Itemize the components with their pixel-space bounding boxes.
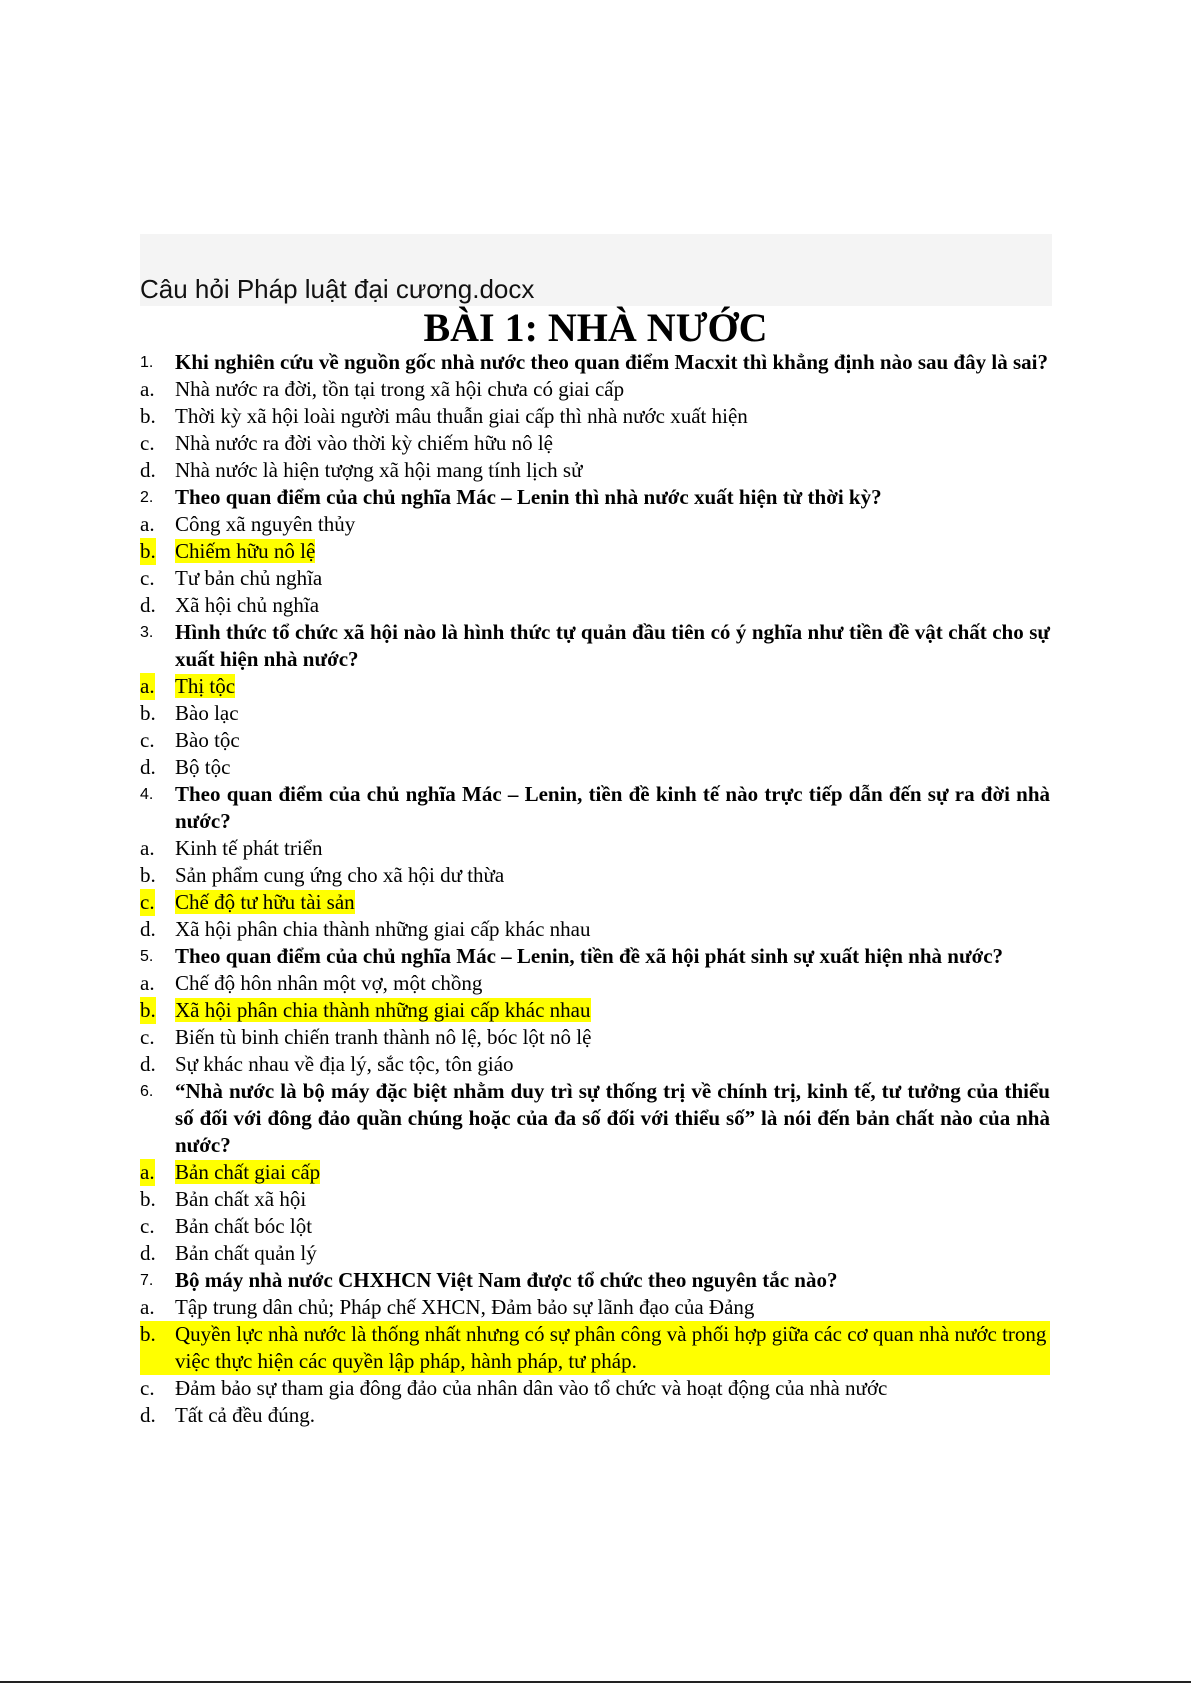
option-text: Bào lạc [175,701,239,725]
question-number: 6. [140,1083,154,1100]
question-number: 4. [140,786,154,803]
option-2d [140,592,1050,619]
option-letter: c. [140,566,155,590]
page-bottom-border [0,1681,1191,1683]
option-letter: c. [140,890,155,914]
option-letter: b. [140,539,156,563]
option-7a [140,1294,1050,1321]
option-text: Xã hội chủ nghĩa [175,593,320,617]
option-3d [140,754,1050,781]
option-letter: a. [140,674,155,698]
option-letter: d. [140,755,156,779]
option-text: Chế độ tư hữu tài sản [175,890,355,914]
question-5 [140,943,1050,970]
question-number: 2. [140,489,154,506]
option-letter: a. [140,1160,155,1184]
option-text: Tất cả đều đúng. [175,1403,315,1427]
option-1a [140,376,1050,403]
question-text: Theo quan điểm của chủ nghĩa Mác – Lenin, tiền đề xã hội phát sinh sự xuất hiện nhà nước? [175,944,1004,968]
option-letter: d. [140,1403,156,1427]
option-7d [140,1402,1050,1429]
option-5b-highlighted [140,997,1050,1024]
option-text: Bản chất quản lý [175,1241,317,1265]
option-letter: a. [140,971,155,995]
option-text: Bản chất giai cấp [175,1160,321,1184]
option-2b-highlighted [140,538,1050,565]
option-letter: c. [140,1214,155,1238]
option-1d [140,457,1050,484]
option-text: Biến tù binh chiến tranh thành nô lệ, bóc lột nô lệ [175,1025,592,1049]
option-6a-highlighted [140,1159,1050,1186]
option-4d [140,916,1050,943]
option-text: Thời kỳ xã hội loài người mâu thuẫn giai cấp thì nhà nước xuất hiện [175,404,748,428]
option-text: Kinh tế phát triển [175,836,323,860]
question-text: Bộ máy nhà nước CHXHCN Việt Nam được tổ chức theo nguyên tắc nào? [175,1268,838,1292]
option-1c [140,430,1050,457]
question-3 [140,619,1050,673]
option-text: Nhà nước ra đời vào thời kỳ chiếm hữu nô lệ [175,431,553,455]
question-text: Theo quan điểm của chủ nghĩa Mác – Lenin, tiền đề kinh tế nào trực tiếp dẫn đến sự ra đời nhà nước? [175,782,1050,833]
option-letter: a. [140,377,155,401]
option-text: Quyền lực nhà nước là thống nhất nhưng có sự phân công và phối hợp giữa các cơ quan nhà nước trong việc thực hiện các quyền lập pháp, hành pháp, tư pháp. [175,1322,1047,1373]
option-letter: b. [140,701,156,725]
option-text: Nhà nước là hiện tượng xã hội mang tính lịch sử [175,458,583,482]
option-letter: b. [140,998,156,1022]
option-text: Xã hội phân chia thành những giai cấp khác nhau [175,917,591,941]
option-text: Công xã nguyên thủy [175,512,356,536]
option-letter: d. [140,1241,156,1265]
option-5a [140,970,1050,997]
question-list [140,349,1050,1429]
option-letter: c. [140,1025,155,1049]
option-3a-highlighted [140,673,1050,700]
page-title: BÀI 1: NHÀ NƯỚC [423,305,768,350]
option-letter: d. [140,917,156,941]
option-5d [140,1051,1050,1078]
option-letter: a. [140,836,155,860]
option-6d [140,1240,1050,1267]
option-letter: c. [140,1376,155,1400]
option-4b [140,862,1050,889]
option-text: Bào tộc [175,728,240,752]
option-letter: a. [140,1295,155,1319]
question-number: 5. [140,948,154,965]
document-filename: Câu hỏi Pháp luật đại cương.docx [140,274,535,304]
option-text: Nhà nước ra đời, tồn tại trong xã hội chưa có giai cấp [175,377,625,401]
option-text: Chiếm hữu nô lệ [175,539,316,563]
question-text: “Nhà nước là bộ máy đặc biệt nhằm duy trì sự thống trị về chính trị, kinh tế, tư tưởng của thiểu số đối với đông đảo quần chúng hoặc của đa số đối với thiểu số” là nói đến bản chất nào của nhà nước? [175,1079,1050,1157]
option-letter: d. [140,593,156,617]
question-number: 3. [140,624,154,641]
option-1b [140,403,1050,430]
option-text: Thị tộc [175,674,236,698]
option-2a [140,511,1050,538]
option-5c [140,1024,1050,1051]
question-2 [140,484,1050,511]
option-letter: c. [140,431,155,455]
option-text: Sản phẩm cung ứng cho xã hội dư thừa [175,863,505,887]
option-3b [140,700,1050,727]
option-text: Đảm bảo sự tham gia đông đảo của nhân dân vào tổ chức và hoạt động của nhà nước [175,1376,888,1400]
option-letter: d. [140,1052,156,1076]
option-7c [140,1375,1050,1402]
option-text: Sự khác nhau về địa lý, sắc tộc, tôn giáo [175,1052,514,1076]
option-text: Xã hội phân chia thành những giai cấp khác nhau [175,998,591,1022]
option-7b-highlighted [140,1321,1050,1375]
question-text: Khi nghiên cứu về nguồn gốc nhà nước theo quan điểm Macxit thì khẳng định nào sau đây là sai? [175,350,1048,374]
option-text: Tư bản chủ nghĩa [175,566,323,590]
question-6 [140,1078,1050,1159]
option-text: Chế độ hôn nhân một vợ, một chồng [175,971,483,995]
question-7 [140,1267,1050,1294]
option-letter: b. [140,1322,156,1346]
option-letter: d. [140,458,156,482]
option-text: Bản chất bóc lột [175,1214,313,1238]
option-letter: b. [140,1187,156,1211]
option-letter: a. [140,512,155,536]
option-6c [140,1213,1050,1240]
option-2c [140,565,1050,592]
option-letter: b. [140,404,156,428]
option-text: Bộ tộc [175,755,231,779]
question-number: 1. [140,354,154,371]
option-text: Bản chất xã hội [175,1187,307,1211]
option-4a [140,835,1050,862]
question-1 [140,349,1050,376]
option-letter: b. [140,863,156,887]
option-text: Tập trung dân chủ; Pháp chế XHCN, Đảm bảo sự lãnh đạo của Đảng [175,1295,755,1319]
option-6b [140,1186,1050,1213]
question-4 [140,781,1050,835]
option-3c [140,727,1050,754]
option-letter: c. [140,728,155,752]
question-text: Theo quan điểm của chủ nghĩa Mác – Lenin thì nhà nước xuất hiện từ thời kỳ? [175,485,882,509]
question-number: 7. [140,1272,154,1289]
question-text: Hình thức tổ chức xã hội nào là hình thức tự quản đầu tiên có ý nghĩa như tiền đề vật chất cho sự xuất hiện nhà nước? [175,620,1050,671]
option-4c-highlighted [140,889,1050,916]
